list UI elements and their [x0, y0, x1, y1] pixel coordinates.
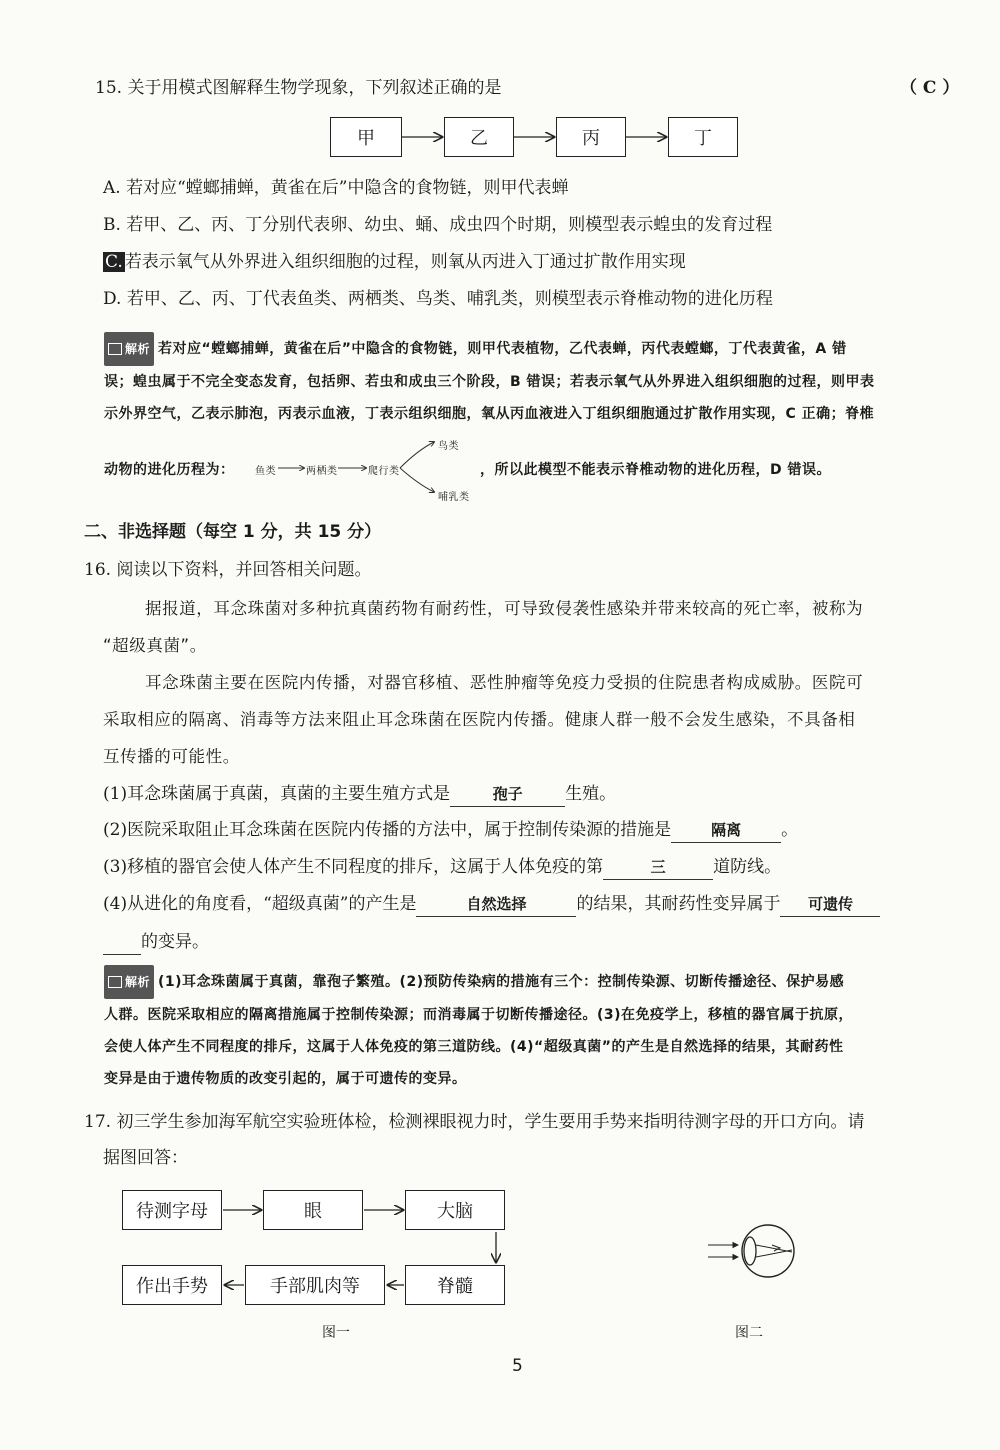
q15-analysis-line-3: 示外界空气，乙表示肺泡，丙表示血液，丁表示组织细胞，氧从丙血液进入丁组织细胞通过扩散作用实现，C 正确；脊椎 [104, 406, 875, 422]
fig1-arrows [0, 1180, 1000, 1320]
q15-answer: （ C ） [900, 78, 960, 98]
answer-blank-4: 自然选择 [416, 892, 576, 917]
evo-node-amphibian: 两栖类 [306, 466, 338, 477]
fig1-box-brain: 大脑 [405, 1190, 505, 1230]
answer-blank-3: 三 [603, 855, 713, 880]
fig1-box-hand-muscle: 手部肌肉等 [245, 1265, 385, 1305]
q16-sub2: (2)医院采取阻止耳念珠菌在医院内传播的方法中，属于控制传染源的措施是 隔离 。 [103, 818, 798, 843]
para2-line2: 采取相应的隔离、消毒等方法来阻止耳念珠菌在医院内传播。健康人群一般不会发生感染，不具备相 [103, 710, 856, 729]
q16-stem: 16. 阅读以下资料，并回答相关问题。 [84, 560, 372, 580]
evo-node-mammal: 哺乳类 [438, 492, 470, 503]
para2-line3: 互传播的可能性。 [103, 747, 240, 766]
evolution-prefix: 动物的进化历程为： [104, 462, 235, 478]
q15-option-d: D. 若甲、乙、丙、丁代表鱼类、两栖类、鸟类、哺乳类，则模型表示脊椎动物的进化历程 [103, 289, 773, 309]
para1-line1: 据报道，耳念珠菌对多种抗真菌药物有耐药性，可导致侵袭性感染并带来较高的死亡率，被称为 [145, 599, 864, 618]
fig2-caption: 图二 [735, 1325, 763, 1341]
chain-box-1: 甲 [330, 117, 402, 157]
q17-stem-line1: 17. 初三学生参加海军航空实验班体检，检测裸眼视力时，学生要用手势来指明待测字母的开口方向。请 [84, 1112, 865, 1132]
option-c-text: 若表示氧气从外界进入组织细胞的过程，则氧从丙进入丁通过扩散作用实现 [124, 252, 686, 272]
q15-option-c [103, 250, 686, 274]
q16-analysis-line-3: 会使人体产生不同程度的排斥，这属于人体免疫的第三道防线。(4)“超级真菌”的产生是自然选择的结果，其耐药性 [104, 1039, 844, 1055]
fig1-box-eye: 眼 [263, 1190, 363, 1230]
q16-sub4: (4)从进化的角度看，“超级真菌”的产生是 自然选择 的结果，其耐药性变异属于 可遗传 [103, 892, 880, 917]
q16-analysis-line-4: 变异是由于遗传物质的改变引起的，属于可遗传的变异。 [104, 1071, 467, 1087]
book-icon [108, 343, 122, 355]
answer-blank-5-cont [103, 930, 141, 955]
evo-node-fish: 鱼类 [255, 466, 276, 477]
q15-analysis-line-1: 若对应“螳螂捕蝉，黄雀在后”中隐含的食物链，则甲代表植物，乙代表蝉，丙代表螳螂，丁代表黄雀，A 错 [158, 341, 847, 357]
answer-blank-1: 孢子 [450, 782, 565, 807]
page-number: 5 [512, 1356, 523, 1376]
q16-reading [103, 590, 983, 775]
fig1-caption: 图一 [322, 1325, 350, 1341]
q16-analysis-line-2: 人群。医院采取相应的隔离措施属于控制传染源；而消毒属于切断传播途径。(3)在免疫学上，移植的器官属于抗原， [104, 1007, 854, 1023]
q17-stem-line2: 据图回答： [103, 1148, 188, 1168]
q16-sub3: (3)移植的器官会使人体产生不同程度的排斥，这属于人体免疫的第 三 道防线。 [103, 855, 781, 880]
chain-box-3: 丙 [556, 117, 626, 157]
analysis-tag: 解析 [104, 332, 154, 366]
evolution-suffix: ，所以此模型不能表示脊椎动物的进化历程，D 错误。 [480, 462, 831, 478]
fig1-box-letter: 待测字母 [122, 1190, 222, 1230]
chain-arrows [0, 0, 1000, 200]
answer-blank-2: 隔离 [671, 818, 781, 843]
para1-line2: “超级真菌”。 [103, 636, 207, 655]
fig1-box-spinal-cord: 脊髓 [405, 1265, 505, 1305]
q15-option-b: B. 若甲、乙、丙、丁分别代表卵、幼虫、蛹、成虫四个时期，则模型表示蝗虫的发育过程 [103, 215, 773, 235]
section-title: 二、非选择题（每空 1 分，共 15 分） [84, 522, 382, 542]
para2-line1: 耳念珠菌主要在医院内传播，对器官移植、恶性肿瘤等免疫力受损的住院患者构成威胁。医院可 [145, 673, 864, 692]
q16-analysis-line-1: (1)耳念珠菌属于真菌，靠孢子繁殖。(2)预防传染病的措施有三个：控制传染源、切断传播途径、保护易感 [158, 974, 845, 990]
q16-sub1: (1)耳念珠菌属于真菌，真菌的主要生殖方式是 孢子 生殖。 [103, 782, 616, 807]
evo-node-bird: 鸟类 [438, 441, 459, 452]
q15-analysis [104, 332, 984, 430]
chain-box-4: 丁 [668, 117, 738, 157]
answer-blank-5: 可遗传 [780, 892, 880, 917]
analysis-tag: 解析 [104, 965, 154, 999]
book-icon [108, 976, 122, 988]
q15-analysis-line-2: 误；蝗虫属于不完全变态发育，包括卵、若虫和成虫三个阶段，B 错误；若表示氧气从外界进入组织细胞的过程，则甲表 [104, 374, 875, 390]
q15-stem: 15. 关于用模式图解释生物学现象，下列叙述正确的是 [95, 78, 502, 98]
q15-option-a: A. 若对应“螳螂捕蝉，黄雀在后”中隐含的食物链，则甲代表蝉 [103, 178, 569, 198]
eye-diagram [700, 1215, 810, 1295]
q16-sub4-cont: 的变异。 [103, 930, 209, 955]
fig1-box-gesture: 作出手势 [122, 1265, 222, 1305]
option-c-letter: C. [105, 252, 123, 272]
chain-box-2: 乙 [444, 117, 514, 157]
evo-node-reptile: 爬行类 [368, 466, 400, 477]
q16-analysis [104, 965, 984, 1095]
